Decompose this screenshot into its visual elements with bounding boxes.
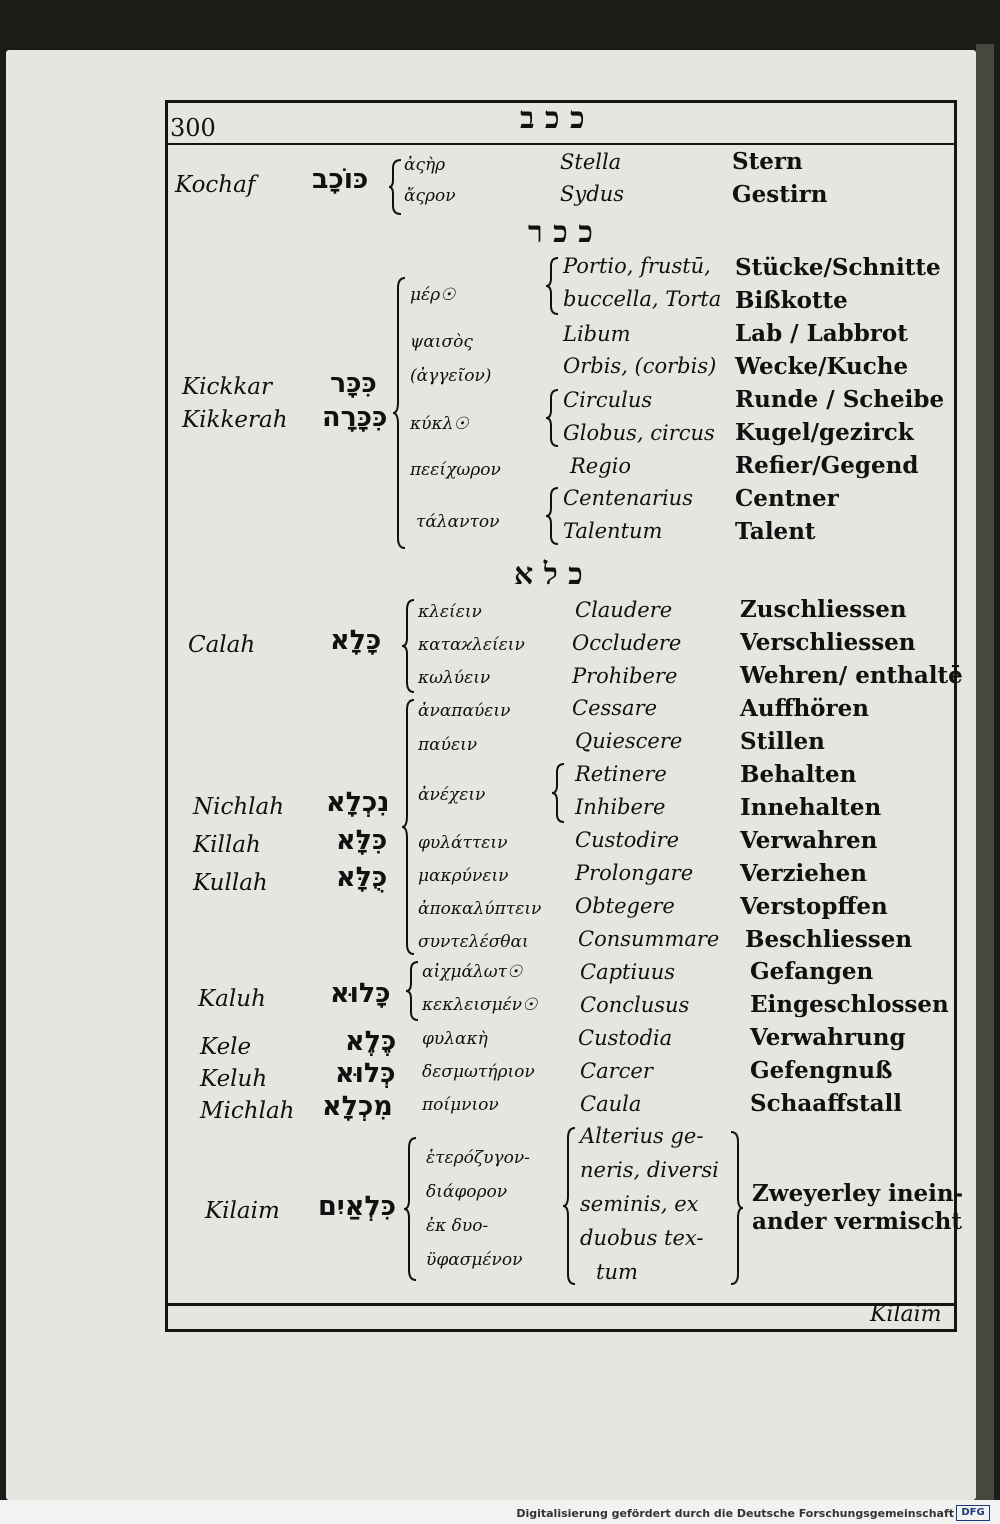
latin-kickkar-4: Circulus <box>563 388 653 412</box>
brace-icon <box>546 486 560 550</box>
brace-icon <box>404 1136 418 1286</box>
german-kickkar-5: Kugel/gezirck <box>735 419 914 446</box>
greek-calah-0: κλείειν <box>418 602 482 622</box>
greek-calah-1: καταϰλείειν <box>418 635 525 655</box>
hebrew-kullah: כֻּלָּא <box>336 862 388 893</box>
german-nichlah-3: Innehalten <box>740 794 882 821</box>
brace-icon <box>563 1126 577 1290</box>
latin-nichlah-1: Quiescere <box>575 729 683 753</box>
greek-kilaim-1: διάφορον <box>426 1182 508 1202</box>
latin-kaluh-0: Captiuus <box>580 960 676 984</box>
hebrew-kickkar: כִּכָּר <box>330 368 377 399</box>
greek-kickkar-4: πεείχωρον <box>410 460 501 480</box>
greek-nichlah-2: ἀνέχειν <box>418 785 486 805</box>
latin-kilaim-2: seminis, ex <box>580 1192 699 1216</box>
latin-kickkar-6: Regio <box>570 454 632 478</box>
german-kickkar-2: Lab / Labbrot <box>735 320 908 347</box>
latin-nichlah-3: Inhibere <box>575 795 666 819</box>
latin-kochaf-1: Sydus <box>560 182 624 206</box>
brace-icon <box>406 960 420 1026</box>
greek-nichlah-4: μακρύνειν <box>418 866 509 886</box>
hebrew-kaluh: כָּלוּא <box>330 978 391 1009</box>
latin-kickkar-7: Centenarius <box>563 486 693 510</box>
german-kickkar-0: Stücke/Schnitte <box>735 254 941 281</box>
greek-kochaf-0: ἀςὴρ <box>404 155 446 175</box>
german-nichlah-4: Verwahren <box>740 827 878 854</box>
greek-kickkar-1: ψαισὸς <box>410 332 473 352</box>
latin-kickkar-5: Globus, circus <box>563 421 715 445</box>
german-kochaf-0: Stern <box>732 148 803 175</box>
greek-kickkar-2: (ἀγγεῖον) <box>410 366 492 386</box>
hebrew-kikkerah: כִּכָּרָה <box>322 402 388 433</box>
greek-kele-2: ποίμνιον <box>422 1095 499 1115</box>
latin-kele-0: Custodia <box>578 1026 673 1050</box>
translit-kele: Kele <box>200 1034 252 1060</box>
translit-kullah: Kullah <box>193 870 268 896</box>
german-kickkar-6: Refier/Gegend <box>735 452 919 479</box>
translit-kilaim: Kilaim <box>205 1198 280 1224</box>
latin-kaluh-1: Conclusus <box>580 993 690 1017</box>
latin-kilaim-1: neris, diversi <box>580 1158 719 1182</box>
german-kilaim-1: ander vermischt <box>752 1208 962 1235</box>
latin-calah-1: Occludere <box>572 631 682 655</box>
hebrew-kochaf: כּוֹכָב <box>312 164 369 195</box>
greek-kochaf-1: ἄςρον <box>404 186 456 206</box>
greek-nichlah-1: παύειν <box>418 735 478 755</box>
hebrew-killah: כִּלָּא <box>336 825 388 856</box>
catchword: Kilaim <box>870 1302 942 1327</box>
section-heading-kkr: כ כ ר <box>528 215 593 250</box>
frame-bottom-rule <box>168 1303 954 1306</box>
hebrew-kele: כֶּלֶא <box>345 1026 397 1057</box>
section-heading-kla: כ ל א <box>514 557 583 592</box>
footer-credit: Digitalisierung gefördert durch die Deutsche Forschungsgemeinschaft <box>516 1507 954 1520</box>
german-kickkar-3: Wecke/Kuche <box>735 353 909 380</box>
translit-kickkar: Kickkar <box>182 374 273 400</box>
greek-kickkar-3: κύκλ☉ <box>410 414 469 434</box>
greek-kickkar-5: τάλαντον <box>416 512 500 532</box>
german-calah-1: Verschliessen <box>740 629 916 656</box>
german-kele-1: Gefengnuß <box>750 1057 893 1084</box>
translit-kochaf: Kochaf <box>175 172 256 198</box>
german-nichlah-1: Stillen <box>740 728 825 755</box>
german-nichlah-5: Verziehen <box>740 860 867 887</box>
german-calah-0: Zuschliessen <box>740 596 907 623</box>
greek-nichlah-6: συντελέσθαι <box>418 932 529 952</box>
book-edge <box>976 44 994 1500</box>
german-kickkar-7: Centner <box>735 485 839 512</box>
latin-kilaim-4: tum <box>596 1260 638 1284</box>
header-rule <box>165 143 957 145</box>
latin-calah-2: Prohibere <box>572 664 678 688</box>
greek-nichlah-5: ἀποκαλύπτειν <box>418 899 542 919</box>
latin-nichlah-0: Cessare <box>572 696 658 720</box>
german-kaluh-0: Gefangen <box>750 958 874 985</box>
german-kickkar-8: Talent <box>735 518 816 545</box>
hebrew-calah: כָּלָא <box>330 625 382 656</box>
greek-kilaim-0: ἑτερόζυγον- <box>426 1148 530 1168</box>
latin-nichlah-5: Prolongare <box>575 861 694 885</box>
greek-nichlah-3: φυλάττειν <box>418 833 508 853</box>
german-calah-2: Wehren/ enthaltē <box>740 662 963 689</box>
latin-kilaim-0: Alterius ge- <box>580 1124 704 1148</box>
brace-icon <box>389 158 403 220</box>
latin-kele-2: Caula <box>580 1092 642 1116</box>
greek-kele-0: φυλακὴ <box>422 1029 488 1049</box>
translit-calah: Calah <box>188 632 256 658</box>
brace-icon <box>552 762 566 828</box>
latin-kickkar-0: Portio, frustū, <box>563 254 711 278</box>
hebrew-keluh: כְּלוּא <box>335 1058 396 1089</box>
dfg-logo-icon: DFG <box>956 1505 990 1521</box>
latin-kilaim-3: duobus tex- <box>580 1226 704 1250</box>
latin-kickkar-1: buccella, Torta <box>563 287 722 311</box>
translit-nichlah: Nichlah <box>193 794 285 820</box>
greek-kaluh-0: αἰχμάλωτ☉ <box>422 962 523 982</box>
hebrew-nichlah: נִכְלָא <box>326 787 390 818</box>
translit-kikkerah: Kikkerah <box>182 407 288 433</box>
german-kickkar-4: Runde / Scheibe <box>735 386 945 413</box>
latin-kickkar-3: Orbis, (corbis) <box>563 354 717 378</box>
translit-michlah: Michlah <box>200 1098 295 1124</box>
latin-nichlah-4: Custodire <box>575 828 680 852</box>
german-nichlah-0: Auffhören <box>740 695 869 722</box>
latin-kickkar-8: Talentum <box>563 519 663 543</box>
latin-nichlah-6: Obtegere <box>575 894 675 918</box>
german-nichlah-2: Behalten <box>740 761 857 788</box>
greek-kele-1: δεσμωτήριον <box>422 1062 535 1082</box>
brace-icon <box>393 276 407 554</box>
hebrew-michlah: מִכְלָא <box>322 1091 393 1122</box>
greek-nichlah-0: ἀναπαύειν <box>418 701 511 721</box>
translit-killah: Killah <box>193 832 261 858</box>
german-kilaim-0: Zweyerley inein- <box>752 1180 964 1207</box>
greek-kilaim-2: ἐκ δυο- <box>426 1216 489 1236</box>
german-nichlah-6: Verstopffen <box>740 893 888 920</box>
brace-icon <box>402 598 416 698</box>
latin-kele-1: Carcer <box>580 1059 653 1083</box>
page-header-hebrew: כ כ ב <box>520 101 585 136</box>
german-kickkar-1: Bißkotte <box>735 287 848 314</box>
latin-kochaf-0: Stella <box>560 150 622 174</box>
german-kele-0: Verwahrung <box>750 1024 906 1051</box>
greek-calah-2: κωλύειν <box>418 668 491 688</box>
latin-kickkar-2: Libum <box>563 322 631 346</box>
german-kochaf-1: Gestirn <box>732 181 828 208</box>
latin-nichlah-2: Retinere <box>575 762 667 786</box>
latin-calah-0: Claudere <box>575 598 673 622</box>
latin-nichlah-7: Consummare <box>578 927 720 951</box>
brace-icon <box>729 1130 743 1290</box>
translit-kaluh: Kaluh <box>198 986 266 1012</box>
greek-kickkar-0: μέρ☉ <box>410 285 456 305</box>
german-nichlah-7: Beschliessen <box>745 926 913 953</box>
german-kele-2: Schaaffstall <box>750 1090 902 1117</box>
brace-icon <box>546 256 560 320</box>
translit-keluh: Keluh <box>200 1066 268 1092</box>
hebrew-kilaim: כִּלְאַיִם <box>318 1191 397 1222</box>
brace-icon <box>546 388 560 452</box>
page-number: 300 <box>170 114 216 142</box>
greek-kaluh-1: κεκλεισμέν☉ <box>422 995 538 1015</box>
greek-kilaim-3: ϋφασμένον <box>426 1250 523 1270</box>
german-kaluh-1: Eingeschlossen <box>750 991 949 1018</box>
brace-icon <box>402 698 416 960</box>
